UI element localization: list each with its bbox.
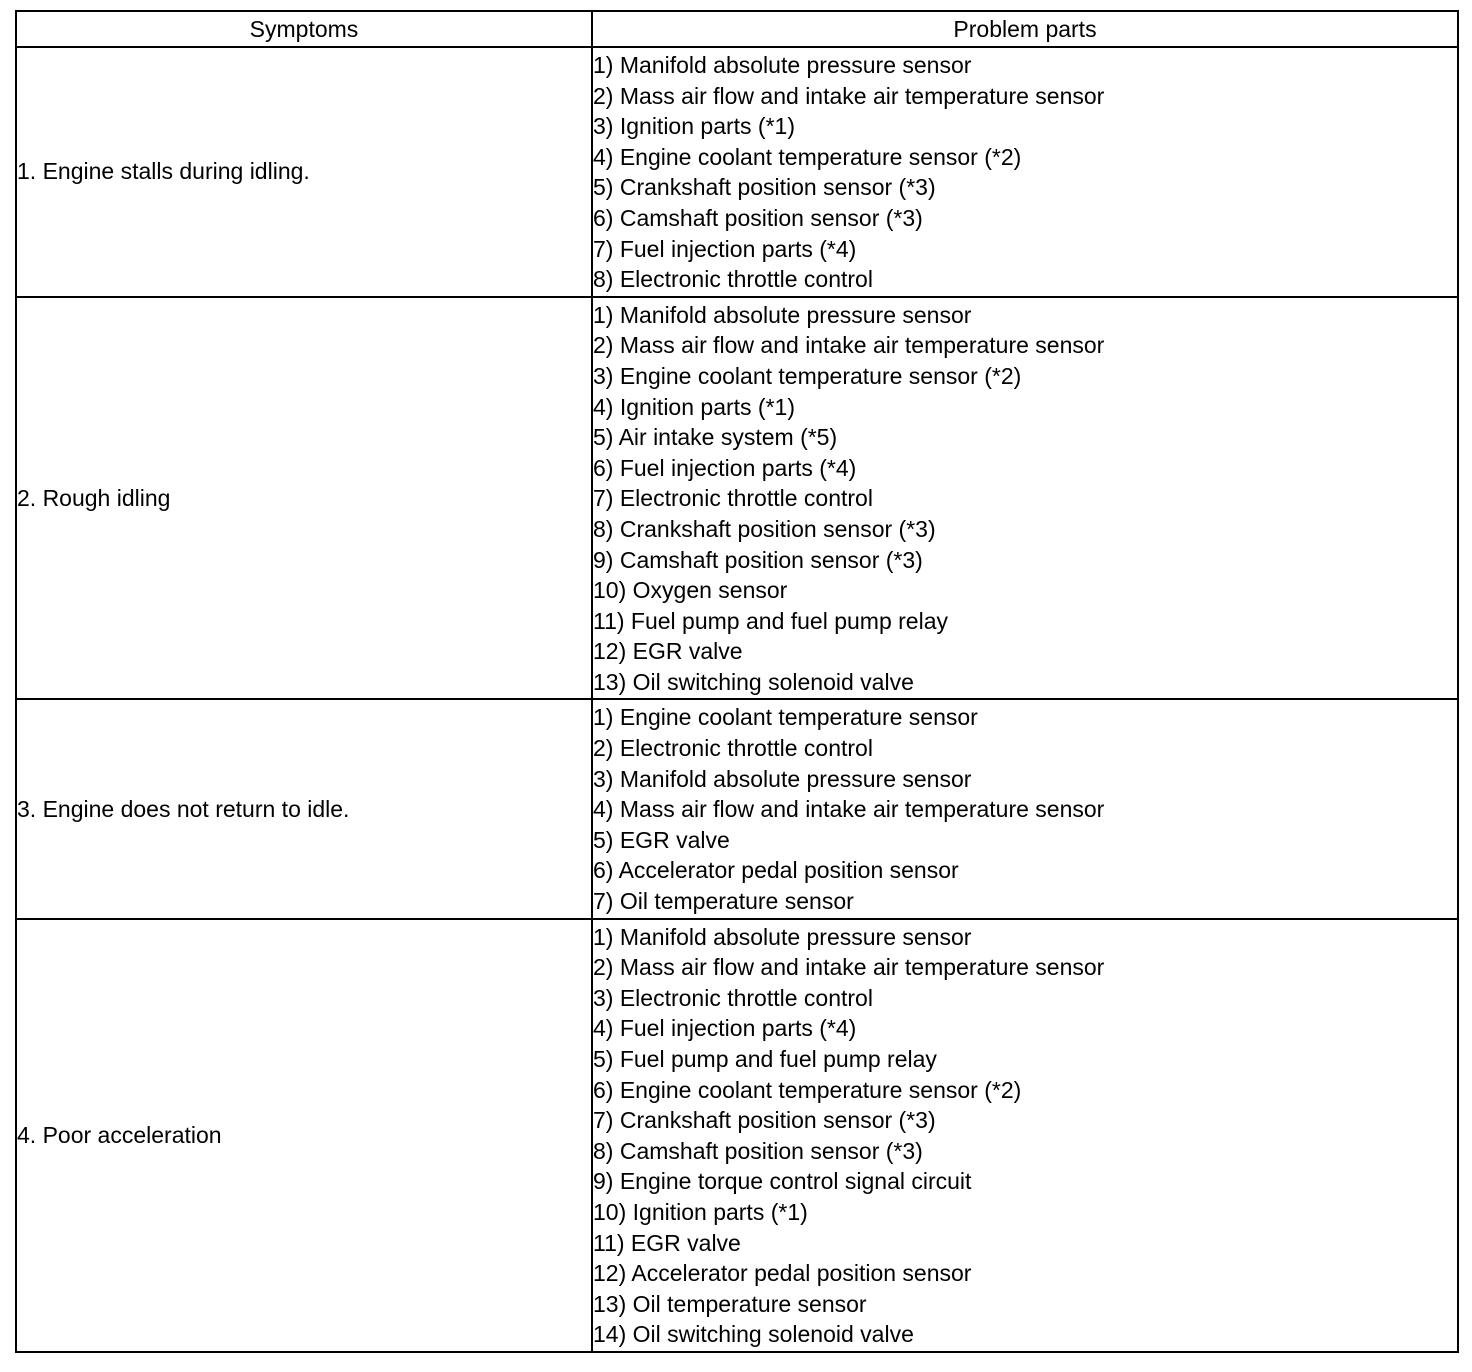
- problem-parts-list: [593, 920, 1457, 1351]
- problem-parts-cell: [592, 47, 1458, 297]
- table-row: [16, 699, 1458, 918]
- list-item: 9) Engine torque control signal circuit: [593, 1168, 972, 1195]
- symptom-cell: 3. Engine does not return to idle.: [16, 699, 592, 918]
- problem-parts-list: [593, 48, 1457, 296]
- problem-parts-cell: [592, 699, 1458, 918]
- list-item: 10) Ignition parts (*1): [593, 1198, 808, 1225]
- list-item: 13) Oil switching solenoid valve: [593, 668, 914, 695]
- list-item: 3) Electronic throttle control: [593, 984, 873, 1011]
- list-item: 7) Crankshaft position sensor (*3): [593, 1107, 936, 1134]
- list-item: 4) Mass air flow and intake air temperature sensor: [593, 796, 1105, 823]
- header-symptoms: Symptoms: [16, 11, 592, 47]
- symptom-cell: 1. Engine stalls during idling.: [16, 47, 592, 297]
- list-item: 3) Ignition parts (*1): [593, 113, 795, 140]
- list-item: 1) Manifold absolute pressure sensor: [593, 52, 972, 78]
- list-item: 4) Fuel injection parts (*4): [593, 1015, 857, 1042]
- list-item: 9) Camshaft position sensor (*3): [593, 546, 923, 573]
- list-item: 2) Mass air flow and intake air temperature sensor: [593, 332, 1105, 359]
- problem-parts-list: [593, 298, 1457, 699]
- list-item: 5) Fuel pump and fuel pump relay: [593, 1046, 937, 1072]
- list-item: 2) Mass air flow and intake air temperature sensor: [593, 954, 1105, 981]
- list-item: 1) Engine coolant temperature sensor: [593, 704, 978, 731]
- list-item: 12) EGR valve: [593, 638, 743, 665]
- list-item: 2) Mass air flow and intake air temperature sensor: [593, 82, 1105, 109]
- problem-parts-list: [593, 700, 1457, 917]
- list-item: 8) Camshaft position sensor (*3): [593, 1137, 923, 1164]
- list-item: 5) Air intake system (*5): [593, 424, 838, 451]
- table-body: [16, 47, 1458, 1352]
- list-item: 6) Accelerator pedal position sensor: [593, 857, 959, 884]
- list-item: 10) Oxygen sensor: [593, 577, 788, 604]
- list-item: 6) Fuel injection parts (*4): [593, 454, 857, 481]
- list-item: 7) Electronic throttle control: [593, 485, 873, 512]
- list-item: 7) Oil temperature sensor: [593, 888, 854, 915]
- symptom-cell: 4. Poor acceleration: [16, 919, 592, 1352]
- list-item: 4) Ignition parts (*1): [593, 393, 795, 420]
- table-row: [16, 47, 1458, 297]
- problem-parts-cell: [592, 919, 1458, 1352]
- table-row: [16, 919, 1458, 1352]
- list-item: 1) Manifold absolute pressure sensor: [593, 923, 972, 950]
- list-item: 8) Crankshaft position sensor (*3): [593, 515, 936, 542]
- list-item: 14) Oil switching solenoid valve: [593, 1321, 914, 1348]
- list-item: 12) Accelerator pedal position sensor: [593, 1260, 972, 1287]
- list-item: 2) Electronic throttle control: [593, 735, 873, 762]
- problem-parts-cell: [592, 297, 1458, 700]
- header-row: [16, 11, 1458, 47]
- table-row: [16, 297, 1458, 700]
- list-item: 3) Engine coolant temperature sensor (*2): [593, 362, 1022, 389]
- list-item: 6) Engine coolant temperature sensor (*2): [593, 1076, 1022, 1103]
- list-item: 11) EGR valve: [593, 1229, 741, 1256]
- list-item: 6) Camshaft position sensor (*3): [593, 204, 923, 231]
- list-item: 11) Fuel pump and fuel pump relay: [593, 607, 948, 634]
- symptom-cell: 2. Rough idling: [16, 297, 592, 700]
- list-item: 5) EGR valve: [593, 826, 730, 853]
- list-item: 4) Engine coolant temperature sensor (*2): [593, 143, 1022, 170]
- list-item: 5) Crankshaft position sensor (*3): [593, 174, 936, 201]
- header-problem-parts: Problem parts: [592, 11, 1458, 47]
- list-item: 7) Fuel injection parts (*4): [593, 235, 857, 262]
- list-item: 8) Electronic throttle control: [593, 266, 873, 293]
- list-item: 13) Oil temperature sensor: [593, 1290, 867, 1317]
- symptom-problem-table: [15, 10, 1459, 1353]
- list-item: 3) Manifold absolute pressure sensor: [593, 765, 972, 792]
- list-item: 1) Manifold absolute pressure sensor: [593, 301, 972, 328]
